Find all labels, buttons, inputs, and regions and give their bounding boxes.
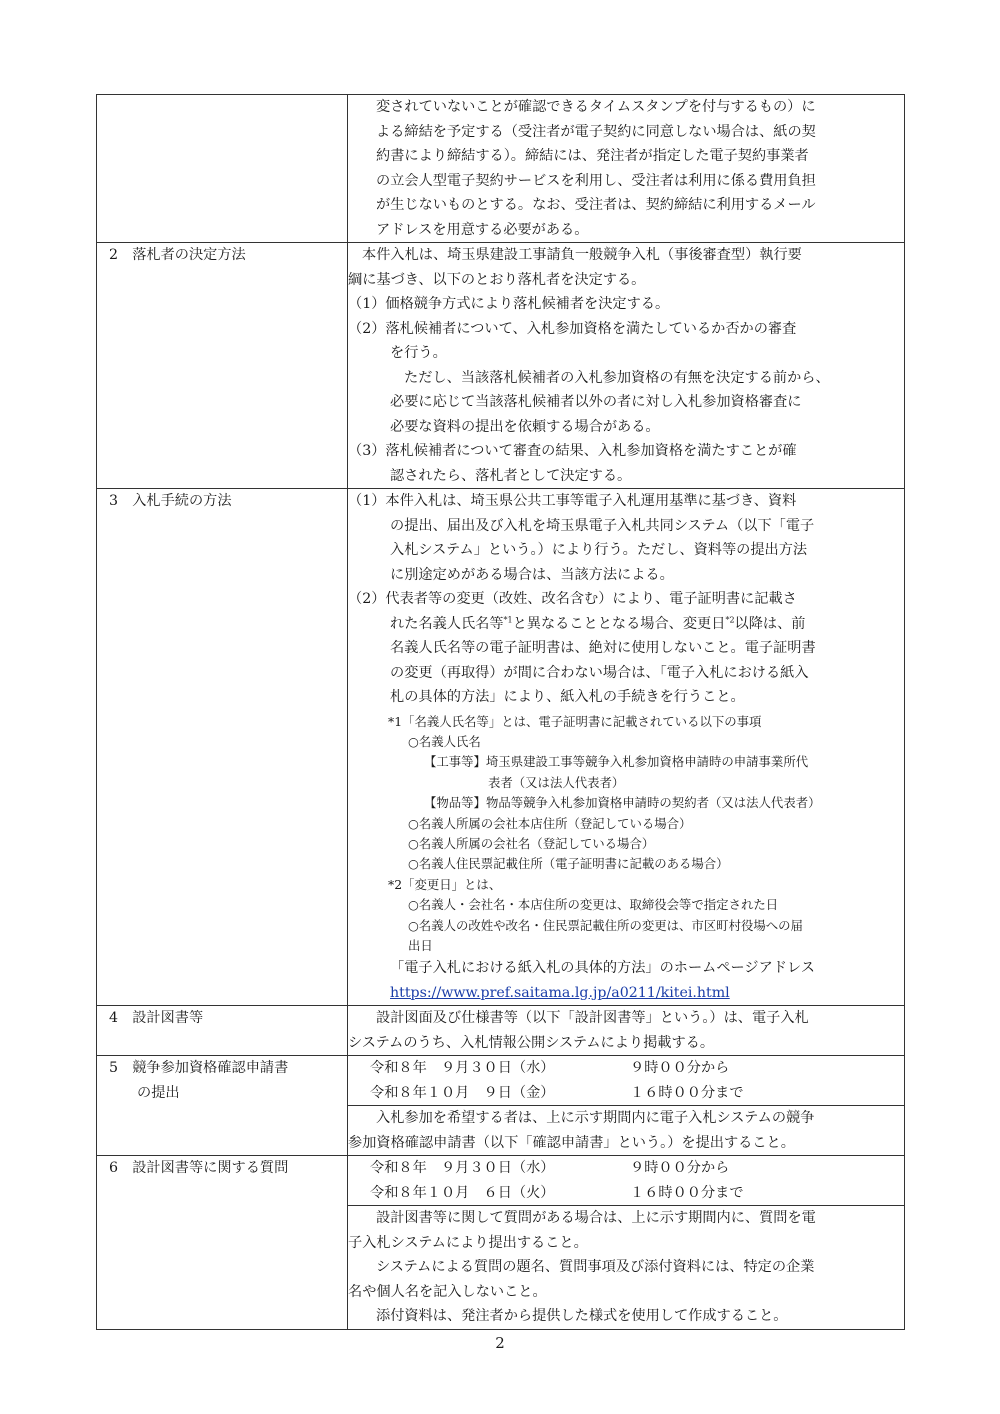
page-number: 2 (495, 1334, 505, 1352)
text-line: 名義人氏名等の電子証明書は、絶対に使用しないこと。電子証明書 (390, 640, 816, 656)
row-heading (97, 243, 348, 489)
heading-text: 3 入札手続の方法 (109, 493, 232, 509)
row-content (348, 243, 905, 489)
note-line: 表者（又は法人代表者） (488, 774, 625, 790)
start-datetime (348, 1156, 904, 1181)
text-line: 約書により締結する）。締結には、発注者が指定した電子契約事業者 (376, 148, 809, 164)
homepage-link[interactable]: https://www.pref.saitama.lg.jp/a0211/kitei.html (390, 984, 730, 1001)
note-line: ○名義人住民票記載住所（電子証明書に記載のある場合） (408, 856, 729, 872)
text-line: 認されたら、落札者として決定する。 (390, 467, 632, 484)
heading-text: 2 落札者の決定方法 (109, 247, 246, 263)
start-time: ９時００分から (630, 1060, 730, 1077)
start-datetime (348, 1056, 904, 1081)
text-line: （2）代表者等の変更（改姓、改名含む）により、電子証明書に記載さ (348, 591, 797, 607)
row-heading (97, 1006, 348, 1056)
note-line: *1「名義人氏名等」とは、電子証明書に記載されている以下の事項 (388, 713, 762, 729)
text-line: 設計図面及び仕様書等（以下「設計図書等」という。）は、電子入札 (376, 1010, 809, 1027)
text-line: の立会人型電子契約サービスを利用し、受注者は利用に係る費用負担 (376, 172, 816, 189)
text-line (348, 612, 904, 637)
note-line: ○名義人・会社名・本店住所の変更は、取締役会等で指定された日 (408, 897, 779, 913)
end-date: 令和８年１０月 ９日（金） (370, 1084, 555, 1101)
text-line: （1）価格競争方式により落札候補者を決定する。 (348, 296, 670, 312)
text-line: （2）落札候補者について、入札参加資格を満たしているか否かの審査 (348, 320, 797, 337)
procurement-table (96, 94, 905, 1330)
text-line: 入札参加を希望する者は、上に示す期間内に電子入札システムの競争 (376, 1110, 815, 1127)
period-cell (348, 1056, 905, 1106)
text-line: 綱に基づき、以下のとおり落札者を決定する。 (348, 271, 646, 288)
end-time: １６時００分まで (630, 1084, 744, 1101)
text-line: よる締結を予定する（受注者が電子契約に同意しない場合は、紙の契 (376, 123, 816, 140)
text-line: ただし、当該落札候補者の入札参加資格の有無を決定する前から、 (404, 369, 830, 386)
row-content (348, 489, 905, 1006)
text-fragment: れた名義人氏名等 (390, 615, 504, 632)
footnote-ref-1: *1 (503, 614, 513, 624)
text-line: 名や個人名を記入しないこと。 (348, 1283, 547, 1300)
end-datetime (348, 1081, 904, 1106)
note-line: 【物品等】物品等競争入札参加資格申請時の契約者（又は法人代表者） (424, 795, 821, 811)
start-date: 令和８年 ９月３０日（水） (370, 1060, 555, 1077)
text-line: 設計図書等に関して質問がある場合は、上に示す期間内に、質問を電 (376, 1210, 816, 1227)
start-date: 令和８年 ９月３０日（水） (370, 1160, 555, 1177)
note-line: ○名義人所属の会社本店住所（登記している場合） (408, 815, 692, 831)
period-cell (348, 1156, 905, 1206)
text-line: 札の具体的方法」により、紙入札の手続きを行うこと。 (390, 689, 745, 705)
table-row (97, 489, 905, 1006)
end-time: １６時００分まで (630, 1184, 744, 1201)
row-content (348, 1106, 905, 1156)
row-content (348, 1206, 905, 1330)
heading-text: 5 競争参加資格確認申請書 (109, 1060, 289, 1077)
text-fragment: と異なることとなる場合、変更日 (512, 615, 726, 632)
heading-text: 4 設計図書等 (109, 1010, 204, 1027)
note-line: ○名義人氏名 (408, 733, 481, 749)
url-caption: 「電子入札における紙入札の具体的方法」のホームページアドレス (390, 960, 815, 977)
note-line: ○名義人所属の会社名（登記している場合） (408, 835, 655, 851)
text-line: 変されていないことが確認できるタイムスタンプを付与するもの）に (376, 99, 816, 115)
text-line: を行う。 (390, 345, 447, 361)
table-row (97, 1006, 905, 1056)
row-content (348, 1006, 905, 1056)
end-datetime (348, 1181, 904, 1206)
note-line: ○名義人の改姓や改名・住民票記載住所の変更は、市区町村役場への届 (408, 917, 803, 933)
text-line: 必要な資料の提出を依頼する場合がある。 (390, 418, 660, 435)
footnote-ref-2: *2 (725, 614, 735, 624)
start-time: ９時００分から (630, 1160, 730, 1177)
text-fragment: 以降は、前 (734, 615, 806, 632)
row-heading (97, 1156, 348, 1330)
text-line: （3）落札候補者について審査の結果、入札参加資格を満たすことが確 (348, 443, 797, 459)
text-line: 必要に応じて当該落札候補者以外の者に対し入札参加資格審査に (390, 394, 802, 410)
text-line: （1）本件入札は、埼玉県公共工事等電子入札運用基準に基づき、資料 (348, 493, 797, 509)
text-line: 添付資料は、発注者から提供した様式を使用して作成すること。 (376, 1308, 788, 1325)
text-line: 本件入札は、埼玉県建設工事請負一般競争入札（事後審査型）執行要 (362, 247, 802, 263)
table-row (97, 95, 905, 243)
footnotes (348, 710, 904, 957)
row-heading (97, 1056, 348, 1156)
text-line: 子入札システムにより提出すること。 (348, 1234, 588, 1251)
text-line: が生じないものとする。なお、受注者は、契約締結に利用するメール (376, 197, 816, 213)
note-line: 出日 (408, 937, 433, 953)
text-line: に別途定めがある場合は、当該方法による。 (390, 566, 674, 583)
row-heading (97, 489, 348, 1006)
text-line: アドレスを用意する必要がある。 (376, 221, 589, 238)
note-line: *2「変更日」とは、 (388, 876, 502, 892)
note-line: 【工事等】埼玉県建設工事等競争入札参加資格申請時の申請事業所代 (424, 754, 809, 770)
text-line: 入札システム」という。）により行う。ただし、資料等の提出方法 (390, 542, 808, 558)
heading-text: 6 設計図書等に関する質問 (109, 1160, 289, 1177)
table-row (97, 243, 905, 489)
heading-text: の提出 (137, 1084, 180, 1101)
table-row (97, 1156, 905, 1206)
row-content (348, 95, 905, 243)
text-line: システムのうち、入札情報公開システムにより掲載する。 (348, 1034, 715, 1051)
text-line: 参加資格確認申請書（以下「確認申請書」という。）を提出すること。 (348, 1134, 795, 1151)
row-heading-empty (97, 95, 348, 243)
text-line: の提出、届出及び入札を埼玉県電子入札共同システム（以下「電子 (390, 517, 815, 534)
text-line: システムによる質問の題名、質問事項及び添付資料には、特定の企業 (376, 1259, 815, 1276)
text-line: の変更（再取得）が間に合わない場合は、「電子入札における紙入 (390, 664, 809, 681)
table-row (97, 1056, 905, 1106)
end-date: 令和８年１０月 ６日（火） (370, 1184, 555, 1201)
